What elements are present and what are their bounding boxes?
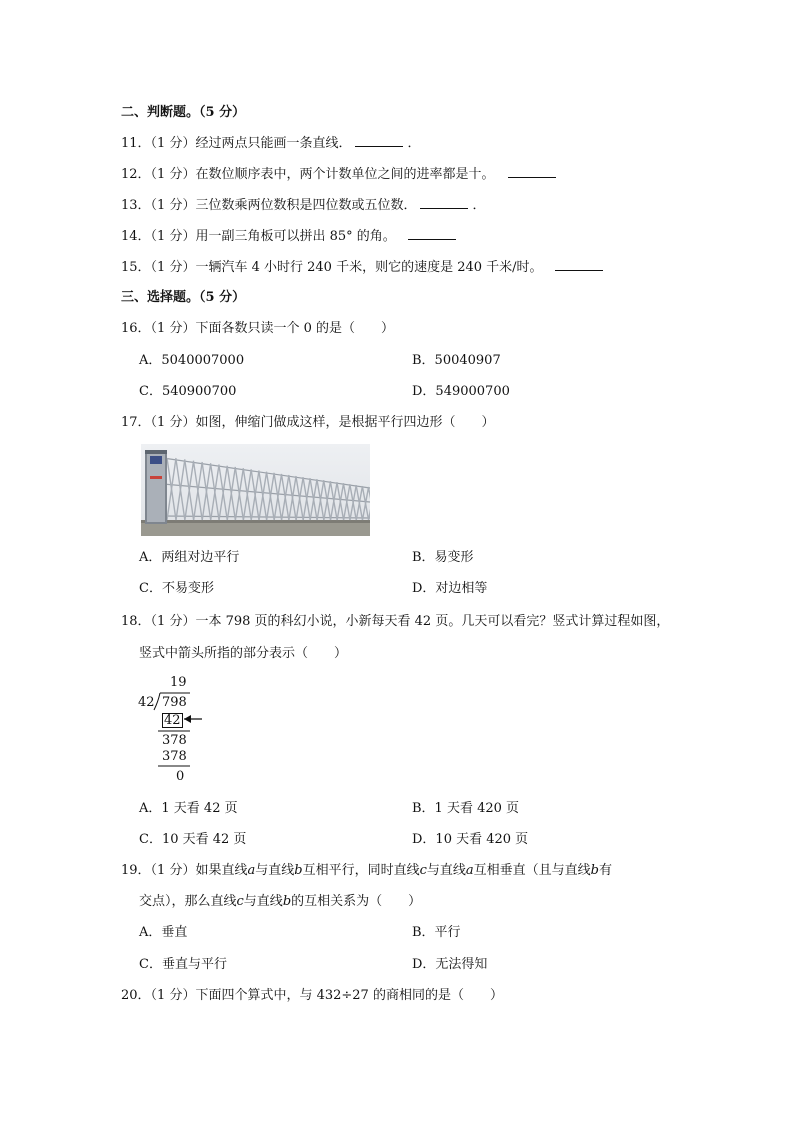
q17-option-b[interactable]: B．易变形 <box>412 550 474 565</box>
question-text: 在数位顺序表中，两个计数单位之间的进率都是十。 <box>195 167 495 182</box>
question-number: 14． <box>121 229 151 244</box>
q16-option-b[interactable]: B．50040907 <box>412 353 501 368</box>
question-score: （1 分） <box>150 260 196 275</box>
var-c: c <box>236 894 244 909</box>
question-11 <box>121 134 420 153</box>
q19-text: 交点），那么直线 <box>139 894 237 909</box>
question-text: 用一副三角板可以拼出 85° 的角。 <box>195 229 396 244</box>
q19-text: 与直线 <box>426 863 466 878</box>
answer-blank[interactable] <box>555 258 603 271</box>
q18-option-c[interactable]: C．10 天看 42 页 <box>139 832 247 847</box>
q19-text: 有 <box>598 863 612 878</box>
q19-option-a[interactable]: A．垂直 <box>139 925 188 940</box>
division-divisor: 42 <box>138 695 155 710</box>
long-division-figure <box>134 676 224 786</box>
q19-text: 互相垂直（且与直线 <box>473 863 591 878</box>
var-b: b <box>590 863 599 878</box>
q17-option-a[interactable]: A．两组对边平行 <box>139 550 240 565</box>
q16-option-c[interactable]: C．540900700 <box>139 384 237 399</box>
q19-text: 与直线 <box>243 894 283 909</box>
question-text: 一辆汽车 4 小时行 240 千米，则它的速度是 240 千米/时。 <box>195 260 543 275</box>
question-text: 经过两点只能画一条直线． <box>195 136 352 151</box>
var-c: c <box>419 863 427 878</box>
q19-text: 与直线 <box>255 863 295 878</box>
q18-option-a[interactable]: A．1 天看 42 页 <box>139 801 238 816</box>
q18-option-d[interactable]: D．10 天看 420 页 <box>412 832 529 847</box>
question-number: 15． <box>121 260 151 275</box>
question-18-stem-line2: 竖式中箭头所指的部分表示（ ） <box>139 646 348 661</box>
question-score: （1 分） <box>150 229 196 244</box>
question-score: （1 分） <box>150 136 196 151</box>
var-a: a <box>465 863 474 878</box>
section-title-judge: 二、判断题。（5 分） <box>121 105 246 120</box>
question-score: （1 分） <box>150 198 196 213</box>
question-19-stem-line1 <box>121 862 612 880</box>
question-12 <box>121 165 560 184</box>
question-14 <box>121 227 460 246</box>
q19-text: 的互相关系为（ ） <box>291 894 422 909</box>
division-quotient: 19 <box>170 675 187 690</box>
division-remainder: 0 <box>176 769 185 784</box>
question-16-stem: 16．（1 分）下面各数只读一个 0 的是（ ） <box>121 321 394 336</box>
answer-blank[interactable] <box>420 196 468 209</box>
answer-blank[interactable] <box>355 134 403 147</box>
q19-option-d[interactable]: D．无法得知 <box>412 957 488 972</box>
var-b: b <box>294 863 303 878</box>
q19-option-b[interactable]: B．平行 <box>412 925 461 940</box>
section-title-choice: 三、选择题。（5 分） <box>121 290 246 305</box>
division-step-378-a: 378 <box>162 733 187 748</box>
q19-option-c[interactable]: C．垂直与平行 <box>139 957 227 972</box>
question-tail: ． <box>407 136 421 151</box>
retractable-gate-image <box>141 444 370 536</box>
q17-option-d[interactable]: D．对边相等 <box>412 581 488 596</box>
var-a: a <box>247 863 256 878</box>
q17-option-c[interactable]: C．不易变形 <box>139 581 214 596</box>
question-19-stem-line2 <box>139 893 421 911</box>
answer-blank[interactable] <box>508 165 556 178</box>
question-18-stem-line1: 18．（1 分）一本 798 页的科幻小说，小新每天看 42 页。几天可以看完？竖式计算过程如图， <box>121 614 670 629</box>
question-20-stem: 20．（1 分）下面四个算式中，与 432÷27 的商相同的是（ ） <box>121 988 503 1003</box>
q18-option-b[interactable]: B．1 天看 420 页 <box>412 801 520 816</box>
q16-option-d[interactable]: D．549000700 <box>412 384 510 399</box>
division-step-42: 42 <box>164 713 181 728</box>
question-17-stem: 17．（1 分）如图，伸缩门做成这样，是根据平行四边形（ ） <box>121 415 495 430</box>
division-dividend: 798 <box>162 695 187 710</box>
q19-text: 19．（1 分）如果直线 <box>121 863 248 878</box>
question-13 <box>121 196 485 215</box>
var-b: b <box>282 894 292 909</box>
question-number: 11． <box>121 136 151 151</box>
answer-blank[interactable] <box>408 227 456 240</box>
division-lines <box>134 676 224 786</box>
gate-illustration <box>141 444 370 536</box>
question-tail: ． <box>472 198 486 213</box>
question-text: 三位数乘两位数积是四位数或五位数． <box>195 198 417 213</box>
q19-text: 互相平行，同时直线 <box>302 863 420 878</box>
question-15 <box>121 258 607 277</box>
division-step-378-b: 378 <box>162 749 187 764</box>
question-score: （1 分） <box>150 167 196 182</box>
question-number: 12． <box>121 167 151 182</box>
q16-option-a[interactable]: A．5040007000 <box>139 353 245 368</box>
question-number: 13． <box>121 198 151 213</box>
